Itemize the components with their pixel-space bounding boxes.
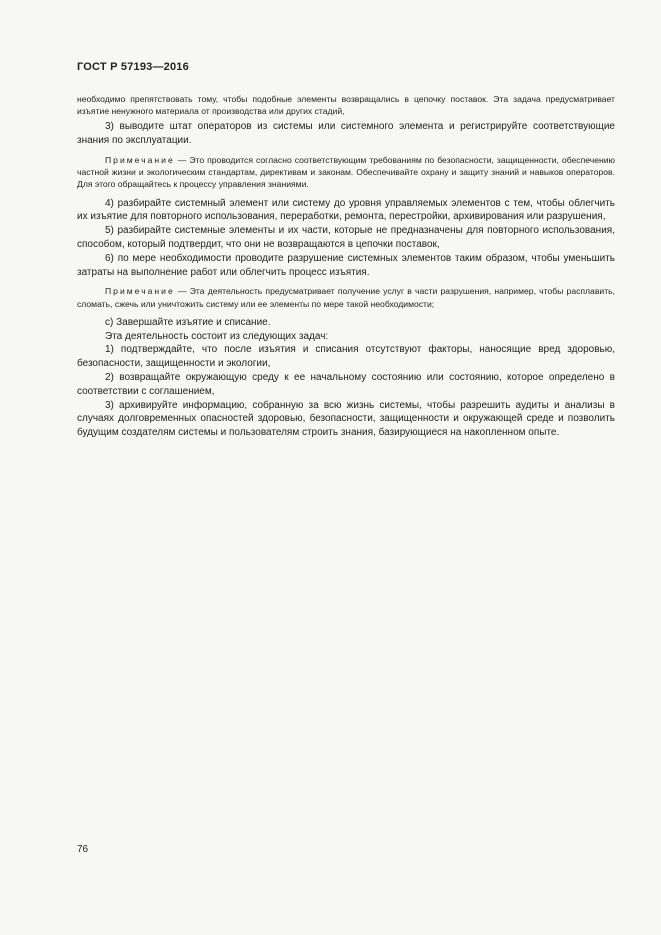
document-body — [77, 93, 615, 440]
paragraph-tasks-intro: Эта деятельность состоит из следующих задач: — [105, 330, 329, 342]
paragraph-item-3: 3) выводите штат операторов из системы или системного элемента и регистрируйте соответствующие знания по эксплуатации. — [77, 121, 615, 147]
note-text: — Это проводится согласно соответствующим требованиям по безопасности, защищенности, обеспечению частной жизни и экологическим стандартам, директивам и законам. Обеспечивайте охрану и защиту знаний и навыков операторов. Для этого обращайтесь к процессу управления знаниями. — [77, 155, 616, 190]
document-header: ГОСТ Р 57193—2016 — [77, 61, 189, 73]
paragraph-item-4: 4) разбирайте системный элемент или систему до уровня управляемых элементов с тем, чтобы облегчить их изъятие для повторного использования, переработки, ремонта, перестройки, архивирования или разрушения, — [77, 197, 615, 223]
page-number: 76 — [77, 844, 89, 855]
note-1 — [77, 154, 615, 191]
paragraph-item-6: 6) по мере необходимости проводите разрушение системных элементов таким образом, чтобы уменьшить затраты на выполнение работ или облегчить процесс изъятия. — [77, 252, 615, 278]
paragraph-task-1: 1) подтверждайте, что после изъятия и списания отсутствуют факторы, наносящие вред здоровью, безопасности, защищенности и экологии, — [77, 344, 615, 370]
paragraph-task-3: 3) архивируйте информацию, собранную за всю жизнь системы, чтобы разрешить аудиты и анализы в случаях долговременных опасностей здоровью, безопасности, защищенности и окружающей среде и позволить будущим создателям системы и пользователям строить знания, базирующиеся на накопленном опыте. — [77, 399, 615, 439]
note-text: — Эта деятельность предусматривает получение услуг в части разрушения, например, чтобы расплавить, сломать, сжечь или уничтожить систему или ее элементы по мере такой необходимости; — [77, 286, 616, 309]
paragraph-item-5: 5) разбирайте системные элементы и их части, которые не предназначены для повторного использования, способом, который подтвердит, что они не возвращаются в цепочки поставок, — [77, 225, 615, 250]
note-label: Примечание — [105, 155, 175, 165]
note-2 — [77, 285, 615, 309]
paragraph-task-2: 2) возвращайте окружающую среду к ее начальному состоянию или состоянию, которое определено в соответствии с соглашением, — [77, 371, 615, 397]
note-label: Примечание — [105, 286, 175, 297]
paragraph-item-c: с) Завершайте изъятие и списание. — [105, 316, 271, 328]
paragraph-continuation: необходимо препятствовать тому, чтобы подобные элементы возвращались в цепочку поставок. Эта задача предусматривает изъятие ненужного материала от производства или других стадий, — [77, 94, 615, 117]
